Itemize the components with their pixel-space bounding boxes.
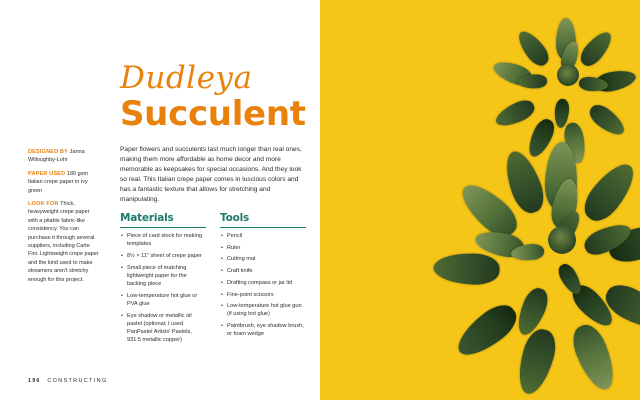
section-name: CONSTRUCTING: [47, 378, 108, 384]
list-item: • 8½ × 11" sheet of crepe paper: [127, 252, 206, 260]
page-footer: [28, 378, 108, 384]
page-number: 196: [28, 378, 41, 384]
title-script: Dudleya: [120, 60, 253, 96]
succulent-small: [512, 20, 624, 132]
right-page: [320, 0, 640, 400]
tools-heading: Tools: [220, 212, 250, 224]
list-item: • Piece of card stock for making templates: [127, 232, 206, 248]
list-item: • Fine-point scissors: [227, 291, 306, 299]
list-item: • Paintbrush, eye shadow brush, or foam wedge: [227, 322, 306, 338]
tools-rule: [220, 227, 306, 228]
meta-label-designed-by: DESIGNED BY: [28, 149, 69, 155]
succulent-large: [468, 148, 640, 334]
materials-list: [120, 232, 206, 344]
list-item: • Ruler: [227, 244, 306, 252]
tools-list: [220, 232, 306, 339]
page-title: [120, 62, 310, 132]
list-item: • Small piece of matching lightweight paper for the backing piece: [127, 264, 206, 289]
title-bold: Succulent: [120, 94, 306, 134]
meta-paper-used: [28, 170, 100, 195]
list-item: • Craft knife: [227, 267, 306, 275]
meta-value-designed-by: Janna Willoughby-Lohr: [28, 149, 85, 164]
meta-value-paper-used: 180 gsm Italian crepe paper in ivy green: [28, 170, 88, 194]
intro-paragraph: Paper flowers and succulents last much longer than real ones, making them more affordable as home decor and more memorable as keepsakes for special occasions. And they look so real. This Italian crepe paper comes in luscious colors and has a fantastic texture that allows for stretching and manipulating.: [120, 146, 302, 203]
meta-look-for: [28, 200, 100, 284]
meta-label-paper-used: PAPER USED: [28, 170, 66, 177]
tools-column: [220, 212, 306, 348]
list-item: • Pencil: [227, 232, 306, 240]
materials-heading: Materials: [120, 212, 174, 224]
supplies-columns: [120, 212, 310, 348]
project-meta: [28, 148, 100, 289]
list-item: • Drafting compass or jar lid: [227, 279, 306, 287]
list-item: • Eye shadow or metallic oil pastel (optional; I used PanPastel Artists' Pastels, 931.5 metallic copper): [127, 312, 206, 345]
list-item: • Low-temperature hot glue gun (if using hot glue): [227, 302, 306, 318]
materials-column: [120, 212, 206, 348]
meta-designed-by: [28, 148, 100, 165]
materials-rule: [120, 227, 206, 228]
list-item: • Cutting mat: [227, 255, 306, 263]
list-item: • Low-temperature hot glue or PVA glue: [127, 292, 206, 308]
meta-value-look-for: Thick, heavyweight crepe paper with a pliable fabric-like consistency. You can purchase it through several suppliers, including Carte Fini. Lightweight crepe paper and the kind used to make streamers aren't stretchy enough for this project.: [28, 201, 99, 283]
succulent-photo: [320, 0, 640, 400]
meta-label-look-for: LOOK FOR: [28, 201, 59, 208]
